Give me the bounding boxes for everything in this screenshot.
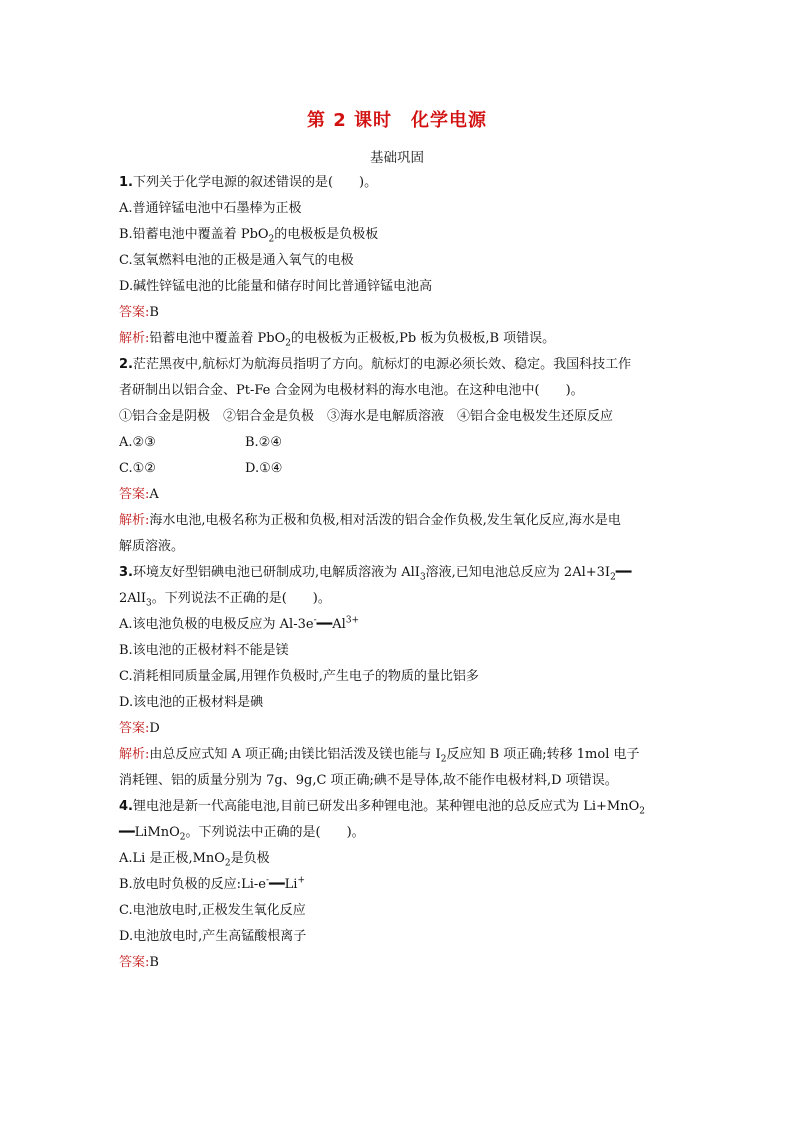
question-2-option-d: D.①④ xyxy=(245,461,283,476)
question-3-explanation: 解析:由总反应式知 A 项正确;由镁比铝活泼及镁也能与 $I_2$反应知 B 项正确;转移 1mol 电子 xyxy=(119,747,640,765)
question-3-stem-cont: 2AlI$_3$。下列说法不正确的是( )。 xyxy=(119,591,331,609)
question-4-option-d: D.电池放电时,产生高锰酸根离子 xyxy=(119,929,307,944)
question-2-explanation-cont: 解质溶液。 xyxy=(119,539,185,554)
question-2-explanation: 解析:海水电池,电极名称为正极和负极,相对活泼的铝合金作负极,发生氧化反应,海水是电 xyxy=(119,513,621,528)
question-2-statements: ①铝合金是阴极 ②铝合金是负极 ③海水是电解质溶液 ④铝合金电极发生还原反应 xyxy=(119,409,614,424)
question-1-option-c: C.氢氧燃料电池的正极是通入氧气的电极 xyxy=(119,253,354,268)
question-2-option-b: B.②④ xyxy=(245,435,282,450)
page-title: 第 2 课时 化学电源 xyxy=(306,110,488,131)
question-3-option-b: B.该电池的正极材料不能是镁 xyxy=(119,643,289,658)
question-4-stem-cont: ━━LiMnO$_2$。下列说法中正确的是( )。 xyxy=(119,825,365,843)
question-3-option-a: A.该电池负极的电极反应为 $Al-3e^-━━Al^{3+}$ xyxy=(119,615,360,632)
question-1-option-b: B.铅蓄电池中覆盖着 PbO$_2$的电极板是负极板 xyxy=(119,227,379,245)
question-3-answer: 答案:D xyxy=(119,721,160,736)
question-4-answer: 答案:B xyxy=(119,955,159,970)
question-2-option-a: A.②③ xyxy=(119,435,156,450)
question-1-answer: 答案:B xyxy=(119,305,159,320)
question-2-options-row-1 xyxy=(119,430,675,456)
question-1-option-d: D.碱性锌锰电池的比能量和储存时间比普通锌锰电池高 xyxy=(119,279,433,294)
question-4-stem: 4.锂电池是新一代高能电池,目前已研发出多种锂电池。某种锂电池的总反应式为 Li+MnO$_2$ xyxy=(119,799,646,817)
question-3-explanation-cont: 消耗锂、铝的质量分别为 7g、9g,C 项正确;碘不是导体,故不能作电极材料,D 项错误。 xyxy=(119,773,618,788)
question-list xyxy=(119,170,675,976)
section-heading: 基础巩固 xyxy=(370,150,424,166)
question-2-options-row-2 xyxy=(119,456,675,482)
question-3-option-c: C.消耗相同质量金属,用锂作负极时,产生电子的物质的量比铝多 xyxy=(119,669,479,684)
question-2-answer: 答案:A xyxy=(119,487,159,502)
question-4-option-b: B.放电时负极的反应:Li-e-━━Li+ xyxy=(119,875,305,892)
question-3-stem: 3.环境友好型铝碘电池已研制成功,电解质溶液为 AlI$_3$溶液,已知电池总反应为 $2Al+3I_2━━$ xyxy=(119,565,632,583)
question-1-option-a: A.普通锌锰电池中石墨棒为正极 xyxy=(119,201,302,216)
question-2-stem-cont: 者研制出以铝合金、Pt-Fe 合金网为电极材料的海水电池。在这种电池中( )。 xyxy=(119,383,584,398)
question-2-option-c: C.①② xyxy=(119,461,156,476)
question-1-stem: 1.下列关于化学电源的叙述错误的是( )。 xyxy=(119,175,378,190)
question-4-option-a: A.Li 是正极,MnO$_2$是负极 xyxy=(119,851,270,869)
question-2-stem: 2.茫茫黑夜中,航标灯为航海员指明了方向。航标灯的电源必须长效、稳定。我国科技工作 xyxy=(119,357,632,372)
question-1-explanation: 解析:铅蓄电池中覆盖着 PbO$_2$的电极板为正极板,Pb 板为负极板,B 项错误。 xyxy=(119,331,556,349)
question-3-option-d: D.该电池的正极材料是碘 xyxy=(119,695,264,710)
question-4-option-c: C.电池放电时,正极发生氧化反应 xyxy=(119,903,306,918)
